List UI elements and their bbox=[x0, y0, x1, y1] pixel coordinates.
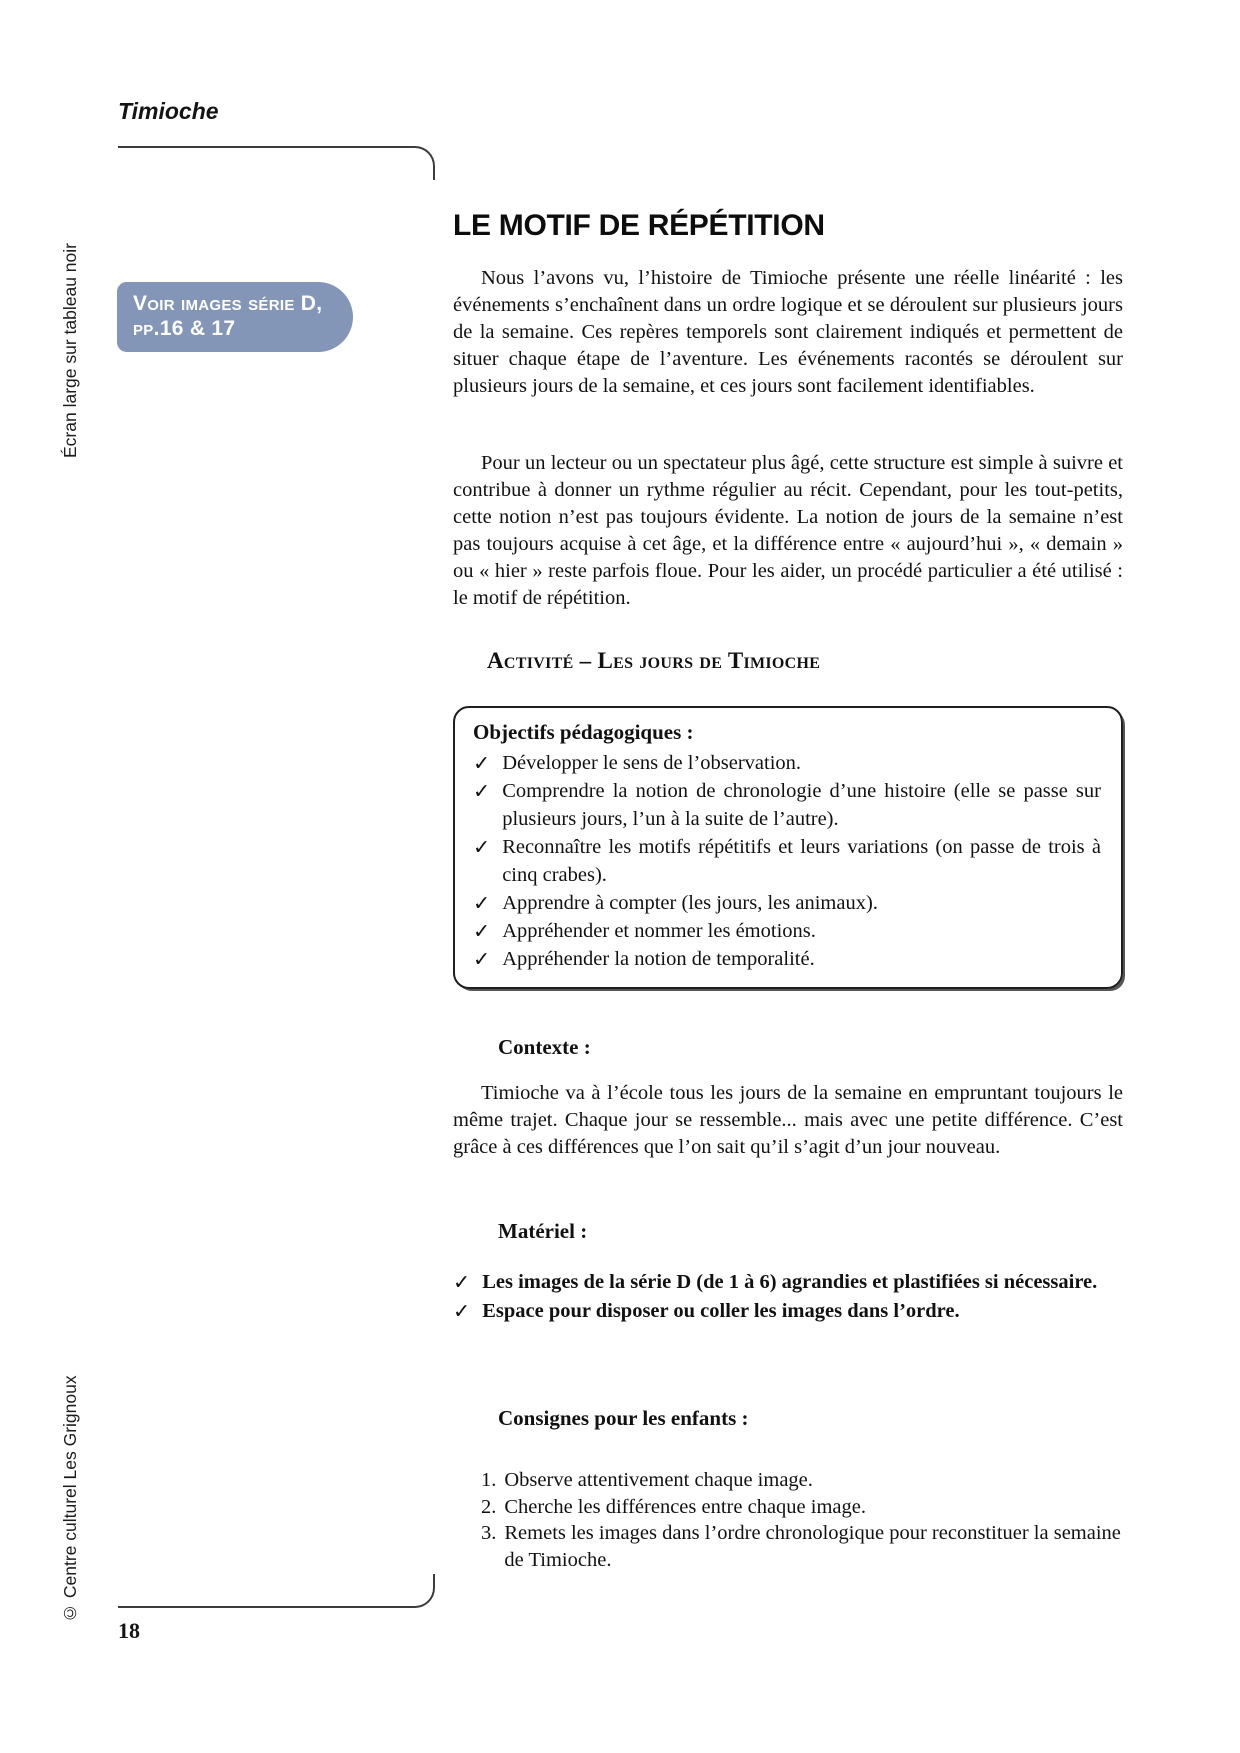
top-bracket-rule bbox=[118, 146, 435, 180]
contexte-paragraph: Timioche va à l’école tous les jours de la semaine en empruntant toujours le même trajet. Chaque jour se ressemble... mais avec une petite différence. C’est grâce à ces différences que l’on sait qu’il s’agit d’un jour nouveau. bbox=[453, 1082, 1123, 1158]
intro-paragraph-2: Pour un lecteur ou un spectateur plus âgé, cette structure est simple à suivre et contribue à donner un rythme régulier au récit. Cependant, pour les tout-petits, cette notion n’est pas toujours évidente. La notion de jours de la semaine n’est pas toujours acquise à cet âge, et la différence entre « aujourd’hui », « demain » ou « hier » reste parfois floue. Pour les aider, un procédé particulier a été utilisé : le motif de répétition. bbox=[453, 452, 1123, 609]
materiel-list bbox=[453, 1268, 1123, 1326]
check-icon: ✓ bbox=[473, 891, 491, 915]
objectives-box bbox=[453, 706, 1123, 989]
page-title: LE MOTIF DE RÉPÉTITION bbox=[453, 209, 825, 242]
consigne-item bbox=[481, 1467, 1123, 1494]
consigne-item bbox=[481, 1494, 1123, 1521]
badge-line-2: pp.16 & 17 bbox=[133, 317, 236, 340]
materiel-item bbox=[453, 1297, 1123, 1326]
objective-item bbox=[473, 749, 1101, 777]
consigne-text: Cherche les différences entre chaque image. bbox=[504, 1495, 866, 1518]
book-title: Timioche bbox=[118, 98, 219, 124]
consigne-number: 1. bbox=[481, 1469, 497, 1491]
bottom-bracket-rule bbox=[118, 1574, 435, 1608]
check-icon: ✓ bbox=[473, 779, 491, 803]
check-icon: ✓ bbox=[453, 1270, 471, 1294]
consigne-number: 3. bbox=[481, 1522, 497, 1544]
consigne-text: Observe attentivement chaque image. bbox=[504, 1469, 813, 1491]
objective-text: Reconnaître les motifs répétitifs et leurs variations (on passe de trois à cinq crabes). bbox=[502, 836, 1101, 886]
objectives-heading: Objectifs pédagogiques : bbox=[473, 720, 694, 744]
objective-text: Développer le sens de l’observation. bbox=[502, 752, 802, 774]
activity-heading: Activité – Les jours de Timioche bbox=[487, 648, 821, 673]
series-reference-badge bbox=[117, 282, 353, 352]
materiel-item bbox=[453, 1268, 1123, 1297]
materiel-text: Les images de la série D (de 1 à 6) agrandies et plastifiées si nécessaire. bbox=[482, 1271, 1098, 1293]
objective-item bbox=[473, 777, 1101, 833]
objectives-list bbox=[473, 749, 1101, 973]
intro-paragraph-1: Nous l’avons vu, l’histoire de Timioche présente une réelle linéarité : les événements s’enchaînent dans un ordre logique et se déroulent sur plusieurs jours de la semaine. Ces repères temporels sont clairement indiqués et permettent de situer chaque étape de l’aventure. Les événements racontés se déroulent sur plusieurs jours de la semaine, et ces jours sont facilement identifiables. bbox=[453, 267, 1123, 397]
objective-item bbox=[473, 917, 1101, 945]
objective-text: Comprendre la notion de chronologie d’une histoire (elle se passe sur plusieurs jours, l’un à la suite de l’autre). bbox=[502, 780, 1101, 830]
objective-text: Appréhender la notion de temporalité. bbox=[502, 948, 815, 970]
objective-item bbox=[473, 833, 1101, 889]
objective-text: Appréhender et nommer les émotions. bbox=[502, 920, 816, 942]
check-icon: ✓ bbox=[473, 835, 491, 859]
copyright-vertical-label: © Centre culturel Les Grignoux bbox=[60, 1375, 80, 1623]
objective-item bbox=[473, 945, 1101, 973]
objective-text: Apprendre à compter (les jours, les animaux). bbox=[502, 892, 878, 914]
collection-vertical-label: Écran large sur tableau noir bbox=[60, 243, 80, 458]
check-icon: ✓ bbox=[473, 947, 491, 971]
consigne-number: 2. bbox=[481, 1495, 497, 1518]
check-icon: ✓ bbox=[453, 1299, 471, 1323]
main-column bbox=[453, 195, 1123, 1573]
materiel-text: Espace pour disposer ou coller les images dans l’ordre. bbox=[482, 1300, 960, 1322]
consignes-list bbox=[481, 1467, 1123, 1573]
consigne-text: Remets les images dans l’ordre chronologique pour reconstituer la semaine de Timioche. bbox=[504, 1522, 1121, 1571]
materiel-heading: Matériel : bbox=[498, 1219, 588, 1243]
consignes-heading: Consignes pour les enfants : bbox=[498, 1406, 749, 1430]
contexte-heading: Contexte : bbox=[498, 1035, 591, 1059]
check-icon: ✓ bbox=[473, 919, 491, 943]
page-number: 18 bbox=[118, 1618, 140, 1643]
consigne-item bbox=[481, 1520, 1123, 1573]
check-icon: ✓ bbox=[473, 751, 491, 775]
badge-line-1: Voir images série D, bbox=[133, 292, 323, 316]
objective-item bbox=[473, 889, 1101, 917]
